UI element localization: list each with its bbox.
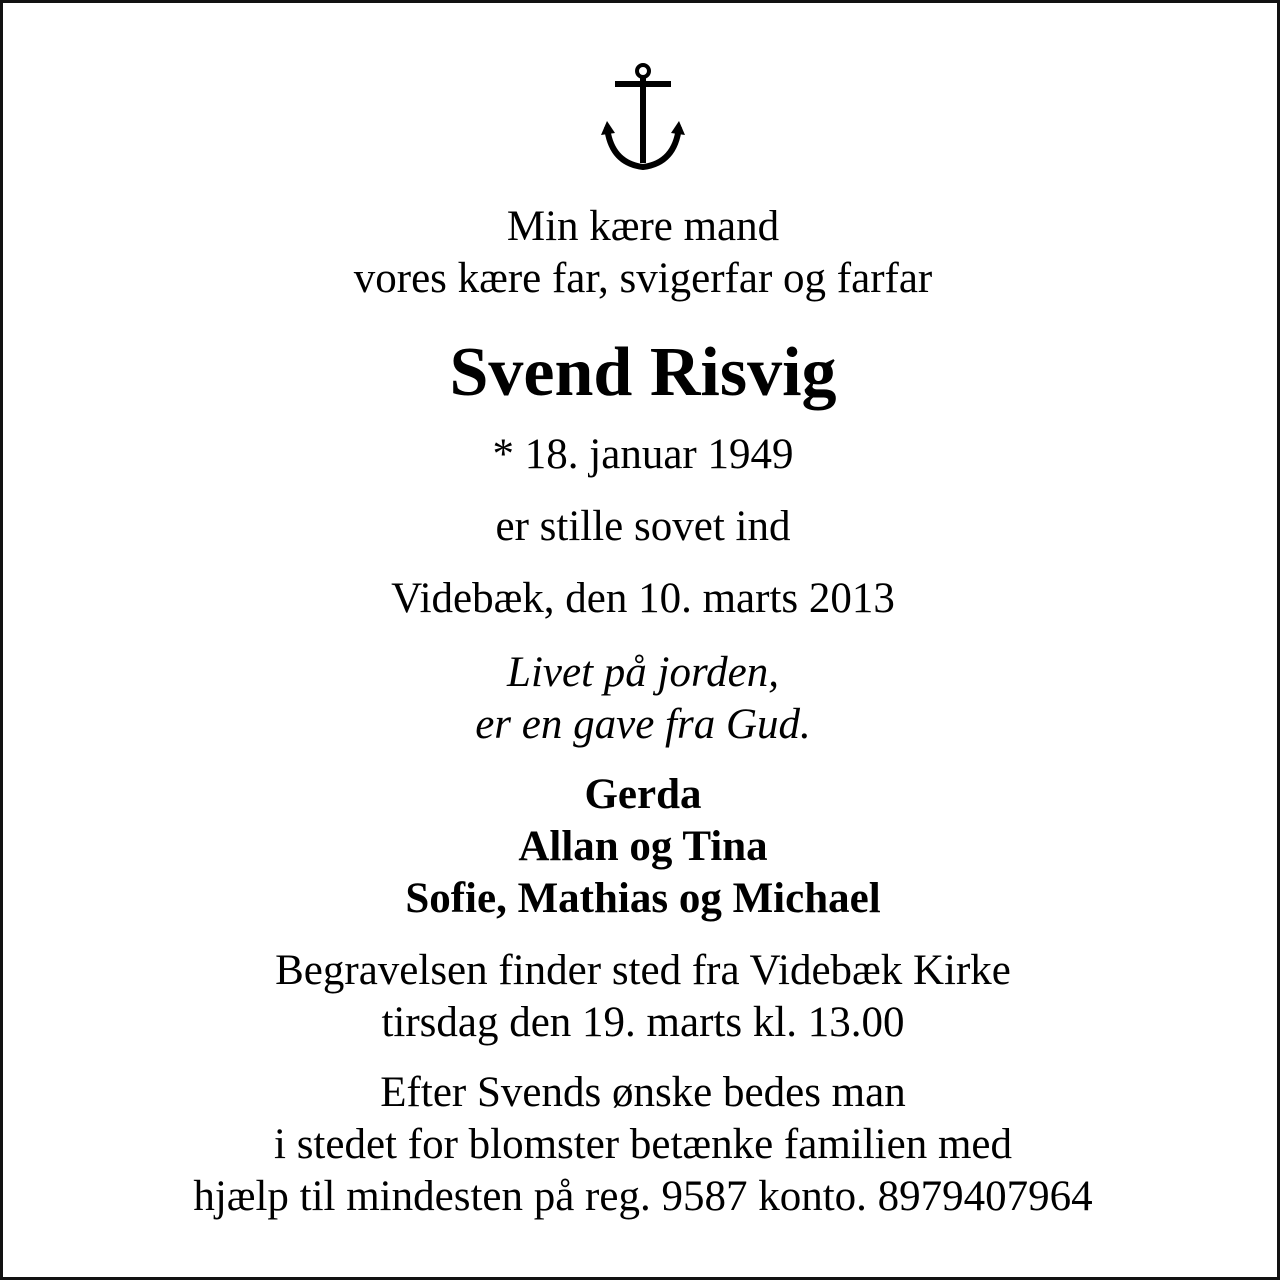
birth-date: * 18. januar 1949 xyxy=(492,431,794,478)
wish-line-1: Efter Svends ønske bedes man xyxy=(380,1069,906,1116)
family-line-3: Sofie, Mathias og Michael xyxy=(405,875,881,922)
passing-text: er stille sovet ind xyxy=(495,503,791,550)
intro-line-2: vores kære far, svigerfar og farfar xyxy=(353,255,933,302)
verse xyxy=(3,647,1280,751)
funeral-info xyxy=(3,945,1280,1049)
family-line-2: Allan og Tina xyxy=(518,823,768,870)
family-names xyxy=(3,769,1280,925)
intro-line-1: Min kære mand xyxy=(506,203,780,250)
family-line-1: Gerda xyxy=(584,771,702,818)
verse-line-2: er en gave fra Gud. xyxy=(475,701,811,748)
donation-wish xyxy=(3,1067,1280,1223)
intro-text xyxy=(3,201,1280,305)
wish-line-3: hjælp til mindesten på reg. 9587 konto. 8979407964 xyxy=(193,1173,1093,1220)
anchor-icon xyxy=(599,61,687,173)
funeral-line-1: Begravelsen finder sted fra Videbæk Kirke xyxy=(275,947,1011,994)
verse-line-1: Livet på jorden, xyxy=(507,649,779,696)
wish-line-2: i stedet for blomster betænke familien med xyxy=(274,1121,1012,1168)
place-and-date: Videbæk, den 10. marts 2013 xyxy=(391,575,895,622)
deceased-name: Svend Risvig xyxy=(449,334,837,411)
funeral-line-2: tirsdag den 19. marts kl. 13.00 xyxy=(381,999,905,1046)
